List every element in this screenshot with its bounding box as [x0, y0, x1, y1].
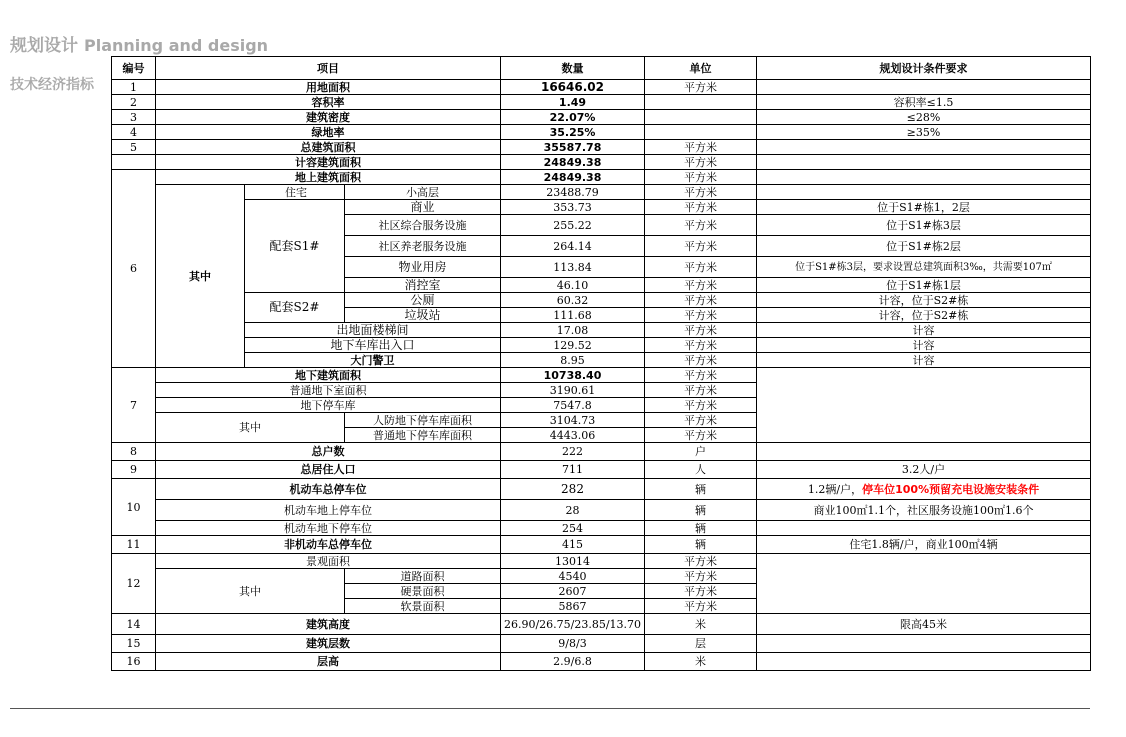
table-row [112, 536, 1091, 554]
cell-req: ≤28% [757, 110, 1091, 125]
cell-req [757, 554, 1091, 614]
cell-item: 非机动车总停车位 [156, 536, 501, 554]
cell-req: 计容 [757, 353, 1091, 368]
cell-qty: 282 [501, 479, 645, 500]
cell-subitem: 大门警卫 [245, 353, 501, 368]
cell-qty: 4443.06 [501, 428, 645, 443]
cell-item: 绿地率 [156, 125, 501, 140]
cell-qty: 17.08 [501, 323, 645, 338]
cell-no: 15 [112, 635, 156, 653]
cell-unit: 平方米 [645, 257, 757, 278]
cell-unit: 平方米 [645, 353, 757, 368]
cell-subitem: 社区综合服务设施 [345, 215, 501, 236]
cell-req [757, 170, 1091, 185]
table-row [112, 500, 1091, 521]
cell-req [757, 443, 1091, 461]
cell-subitem: 消控室 [345, 278, 501, 293]
cell-unit: 平方米 [645, 308, 757, 323]
cell-item: 总建筑面积 [156, 140, 501, 155]
cell-qty: 1.49 [501, 95, 645, 110]
cell-subitem: 公厕 [345, 293, 501, 308]
req-ratio: 1.2辆/户， [807, 482, 863, 496]
cell-req [757, 185, 1091, 200]
cell-req [757, 479, 1091, 500]
cell-item: 总户数 [156, 443, 501, 461]
cell-unit: 辆 [645, 521, 757, 536]
cell-req: 住宅1.8辆/户，商业100㎡4辆 [757, 536, 1091, 554]
cell-unit: 平方米 [645, 383, 757, 398]
cell-qty: 16646.02 [501, 80, 645, 95]
table-row [112, 443, 1091, 461]
cell-qty: 60.32 [501, 293, 645, 308]
cell-qty: 255.22 [501, 215, 645, 236]
cell-unit: 户 [645, 443, 757, 461]
cell-qty: 3190.61 [501, 383, 645, 398]
cell-unit: 平方米 [645, 278, 757, 293]
cell-qty: 5867 [501, 599, 645, 614]
cell-qty: 3104.73 [501, 413, 645, 428]
cell-req: ≥35% [757, 125, 1091, 140]
cell-unit: 辆 [645, 500, 757, 521]
cell-subitem: 社区养老服务设施 [345, 236, 501, 257]
table-row [112, 80, 1091, 95]
cell-item: 容积率 [156, 95, 501, 110]
cell-qty: 111.68 [501, 308, 645, 323]
cell-unit: 平方米 [645, 185, 757, 200]
cell-subitem: 出地面楼梯间 [245, 323, 501, 338]
cell-unit: 米 [645, 614, 757, 635]
table-row [112, 614, 1091, 635]
cell-no: 9 [112, 461, 156, 479]
cell-item: 建筑高度 [156, 614, 501, 635]
cell-unit: 平方米 [645, 323, 757, 338]
table-row [112, 155, 1091, 170]
cell-req: 计容 [757, 338, 1091, 353]
cell-subitem: 硬景面积 [345, 584, 501, 599]
cell-qty: 24849.38 [501, 170, 645, 185]
cell-qty: 2.9/6.8 [501, 653, 645, 671]
cell-subitem: 地下停车库 [156, 398, 501, 413]
cell-req: 位于S1#栋2层 [757, 236, 1091, 257]
table-row [112, 353, 1091, 368]
cell-unit: 平方米 [645, 428, 757, 443]
col-header-unit: 单位 [645, 57, 757, 80]
cell-no: 5 [112, 140, 156, 155]
cell-qty: 2607 [501, 584, 645, 599]
cell-no: 3 [112, 110, 156, 125]
cell-req [757, 368, 1091, 443]
cell-qty: 9/8/3 [501, 635, 645, 653]
table-row [112, 338, 1091, 353]
cell-req: 位于S1#栋3层，要求设置总建筑面积3‰，共需要107㎡ [757, 257, 1091, 278]
cell-subitem: 普通地下停车库面积 [345, 428, 501, 443]
cell-qty: 35587.78 [501, 140, 645, 155]
cell-qizhong: 其中 [156, 185, 245, 368]
cell-subitem: 地下车库出入口 [245, 338, 501, 353]
cell-req: 位于S1#栋1，2层 [757, 200, 1091, 215]
col-header-qty: 数量 [501, 57, 645, 80]
cell-subitem: 物业用房 [345, 257, 501, 278]
table-row [112, 323, 1091, 338]
cell-subitem: 人防地下停车库面积 [345, 413, 501, 428]
cell-unit: 层 [645, 635, 757, 653]
cell-unit [645, 110, 757, 125]
table-row [112, 461, 1091, 479]
cell-qizhong: 其中 [156, 569, 345, 614]
cell-subitem: 垃圾站 [345, 308, 501, 323]
cell-subitem: 机动车地下停车位 [156, 521, 501, 536]
table-row [112, 140, 1091, 155]
cell-no: 1 [112, 80, 156, 95]
col-header-req: 规划设计条件要求 [757, 57, 1091, 80]
table-row [112, 479, 1091, 500]
cell-unit: 平方米 [645, 599, 757, 614]
table-row [112, 110, 1091, 125]
cell-unit: 平方米 [645, 368, 757, 383]
cell-req: 商业100㎡1.1个，社区服务设施100㎡1.6个 [757, 500, 1091, 521]
cell-qty: 129.52 [501, 338, 645, 353]
cell-item: 总居住人口 [156, 461, 501, 479]
cell-unit: 平方米 [645, 413, 757, 428]
tech-econ-table [111, 56, 1091, 671]
table-row [112, 200, 1091, 215]
cell-qty: 711 [501, 461, 645, 479]
cell-no: 11 [112, 536, 156, 554]
table-row [112, 368, 1091, 383]
cell-req: 位于S1#栋3层 [757, 215, 1091, 236]
title-cn: 规划设计 [10, 36, 78, 56]
cell-unit: 平方米 [645, 200, 757, 215]
cell-unit: 米 [645, 653, 757, 671]
cell-unit: 平方米 [645, 398, 757, 413]
cell-qty: 415 [501, 536, 645, 554]
cell-item: 层高 [156, 653, 501, 671]
table-row [112, 170, 1091, 185]
title-en: Planning and design [84, 36, 269, 55]
table-row [112, 635, 1091, 653]
cell-unit [645, 125, 757, 140]
cell-qty: 222 [501, 443, 645, 461]
cell-req: 计容，位于S2#栋 [757, 293, 1091, 308]
cell-unit: 平方米 [645, 293, 757, 308]
cell-unit: 平方米 [645, 236, 757, 257]
page-title [10, 31, 268, 56]
table-row [112, 185, 1091, 200]
cell-item: 建筑层数 [156, 635, 501, 653]
col-header-item: 项目 [156, 57, 501, 80]
cell-unit: 辆 [645, 536, 757, 554]
cell-subitem: 小高层 [345, 185, 501, 200]
cell-no: 8 [112, 443, 156, 461]
cell-req [757, 653, 1091, 671]
cell-qty: 22.07% [501, 110, 645, 125]
cell-qty: 46.10 [501, 278, 645, 293]
cell-no: 4 [112, 125, 156, 140]
table-row [112, 95, 1091, 110]
cell-qty: 7547.8 [501, 398, 645, 413]
cell-no: 2 [112, 95, 156, 110]
cell-subitem: 机动车地上停车位 [156, 500, 501, 521]
cell-req: 3.2人/户 [757, 461, 1091, 479]
cell-no: 14 [112, 614, 156, 635]
table-row [112, 653, 1091, 671]
table-row [112, 293, 1091, 308]
cell-item: 景观面积 [156, 554, 501, 569]
table-header-row [112, 57, 1091, 80]
cell-req: 计容，位于S2#栋 [757, 308, 1091, 323]
cell-unit: 平方米 [645, 155, 757, 170]
cell-item: 地上建筑面积 [156, 170, 501, 185]
cell-no: 6 [112, 170, 156, 368]
cell-req [757, 635, 1091, 653]
cell-unit: 平方米 [645, 338, 757, 353]
cell-unit: 平方米 [645, 569, 757, 584]
cell-no: 10 [112, 479, 156, 536]
cell-qty: 23488.79 [501, 185, 645, 200]
cell-qty: 13014 [501, 554, 645, 569]
table-row [112, 554, 1091, 569]
cell-no: 12 [112, 554, 156, 614]
col-header-no: 编号 [112, 57, 156, 80]
cell-subitem: 普通地下室面积 [156, 383, 501, 398]
cell-req: 限高45米 [757, 614, 1091, 635]
cell-category: 配套S2# [245, 293, 345, 323]
cell-qty: 4540 [501, 569, 645, 584]
cell-item: 地下建筑面积 [156, 368, 501, 383]
cell-item: 机动车总停车位 [156, 479, 501, 500]
footer-divider [10, 708, 1090, 709]
cell-req: 位于S1#栋1层 [757, 278, 1091, 293]
cell-req [757, 80, 1091, 95]
cell-qty: 26.90/26.75/23.85/13.70 [501, 614, 645, 635]
cell-item: 建筑密度 [156, 110, 501, 125]
cell-req [757, 521, 1091, 536]
cell-unit: 平方米 [645, 215, 757, 236]
cell-qty: 28 [501, 500, 645, 521]
cell-subitem: 道路面积 [345, 569, 501, 584]
cell-req: 容积率≤1.5 [757, 95, 1091, 110]
cell-subitem: 软景面积 [345, 599, 501, 614]
cell-unit: 平方米 [645, 584, 757, 599]
cell-unit [645, 95, 757, 110]
cell-unit: 人 [645, 461, 757, 479]
cell-item: 计容建筑面积 [156, 155, 501, 170]
cell-qizhong: 其中 [156, 413, 345, 443]
cell-unit: 平方米 [645, 140, 757, 155]
cell-unit: 辆 [645, 479, 757, 500]
cell-no: 16 [112, 653, 156, 671]
cell-unit: 平方米 [645, 554, 757, 569]
table-row [112, 521, 1091, 536]
cell-req [757, 155, 1091, 170]
req-charging-note: 停车位100%预留充电设施安装条件 [862, 482, 1040, 496]
cell-qty: 8.95 [501, 353, 645, 368]
cell-unit: 平方米 [645, 80, 757, 95]
cell-qty: 10738.40 [501, 368, 645, 383]
cell-qty: 24849.38 [501, 155, 645, 170]
cell-no: 7 [112, 368, 156, 443]
table-row [112, 125, 1091, 140]
cell-no [112, 155, 156, 170]
cell-subitem: 商业 [345, 200, 501, 215]
cell-req: 计容 [757, 323, 1091, 338]
cell-qty: 35.25% [501, 125, 645, 140]
section-subtitle: 技术经济指标 [10, 77, 94, 93]
cell-qty: 264.14 [501, 236, 645, 257]
cell-category: 配套S1# [245, 200, 345, 293]
cell-unit: 平方米 [645, 170, 757, 185]
cell-category: 住宅 [245, 185, 345, 200]
cell-req [757, 140, 1091, 155]
cell-item: 用地面积 [156, 80, 501, 95]
cell-qty: 353.73 [501, 200, 645, 215]
cell-qty: 113.84 [501, 257, 645, 278]
cell-qty: 254 [501, 521, 645, 536]
